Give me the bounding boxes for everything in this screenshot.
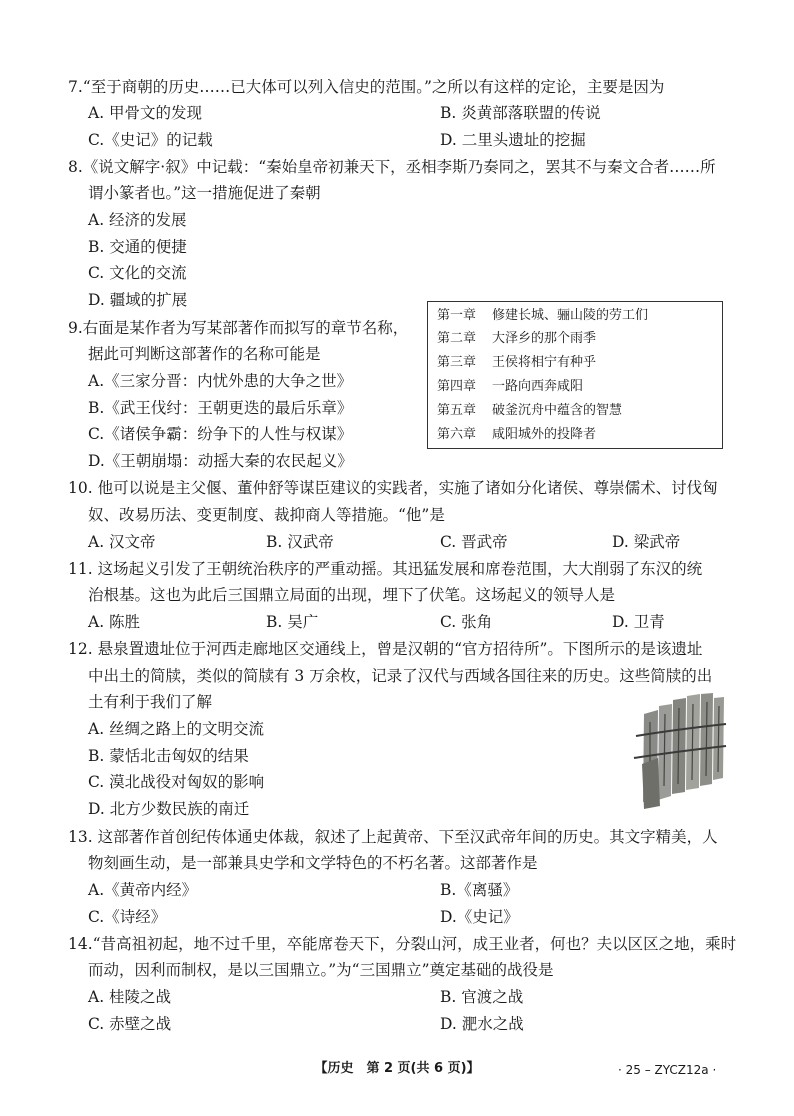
option-c: C. 张角 — [440, 613, 493, 631]
option-b: B. 交通的便捷 — [88, 238, 187, 256]
option-b: B. 官渡之战 — [440, 988, 524, 1006]
option-b: B. 汉武帝 — [266, 533, 334, 551]
option-b: B. 吴广 — [266, 613, 319, 631]
option-c: C.《史记》的记载 — [88, 131, 213, 149]
option-d: D. 疆域的扩展 — [88, 291, 188, 309]
option-a: A. 桂陵之战 — [88, 988, 172, 1006]
page-footer: 【历史 第 2 页(共 6 页)】 — [314, 1061, 480, 1076]
chapter-row — [437, 426, 596, 444]
option-c: C. 赤壁之战 — [88, 1015, 172, 1033]
question-stem-line: 物刻画生动，是一部兼具史学和文学特色的不朽名著。这部著作是 — [88, 854, 538, 872]
option-b: B. 炎黄部落联盟的传说 — [440, 104, 601, 122]
chapter-row — [437, 330, 596, 348]
option-d: D. 淝水之战 — [440, 1015, 524, 1033]
option-c: C. 晋武帝 — [440, 533, 508, 551]
chapter-title: 破釜沉舟中蕴含的智慧 — [492, 403, 623, 418]
chapter-label: 第一章 — [437, 308, 477, 323]
option-a: A.《黄帝内经》 — [88, 881, 198, 899]
chapter-label: 第三章 — [437, 355, 477, 370]
question-stem-line: 据此可判断这部著作的名称可能是 — [88, 345, 321, 363]
option-a: A. 经济的发展 — [88, 211, 187, 229]
option-d: D. 卫青 — [612, 613, 665, 631]
option-a: A. 甲骨文的发现 — [88, 104, 203, 122]
option-c: C.《诗经》 — [88, 908, 167, 926]
option-d: D.《史记》 — [440, 908, 519, 926]
chapter-title: 王侯将相宁有种乎 — [492, 355, 597, 370]
option-c: C. 文化的交流 — [88, 264, 187, 282]
option-a: A. 陈胜 — [88, 613, 141, 631]
question-stem-line: 中出土的简牍，类似的简牍有 3 万余枚，记录了汉代与西域各国往来的历史。这些简牍的出 — [88, 667, 713, 685]
option-d: D.《王朝崩塌：动摇大秦的农民起义》 — [88, 452, 353, 470]
chapter-title: 修建长城、骊山陵的劳工们 — [492, 308, 649, 323]
question-stem-line: 13. 这部著作首创纪传体通史体裁，叙述了上起黄帝、下至汉武帝年间的历史。其文字精美，人 — [68, 828, 718, 846]
chapter-label: 第四章 — [437, 379, 477, 394]
option-c: C.《诸侯争霸：纷争下的人性与权谋》 — [88, 425, 353, 443]
chapter-title: 一路向西奔咸阳 — [492, 379, 584, 394]
option-d: D. 北方少数民族的南迁 — [88, 800, 250, 818]
option-a: A. 丝绸之路上的文明交流 — [88, 720, 265, 738]
question-stem-line: 12. 悬泉置遗址位于河西走廊地区交通线上，曾是汉朝的“官方招待所”。下图所示的是该遗址 — [68, 640, 703, 658]
chapter-list-box — [427, 301, 723, 449]
question-stem-line: 11. 这场起义引发了王朝统治秩序的严重动摇。其迅猛发展和席卷范围，大大削弱了东汉的统 — [68, 560, 703, 578]
chapter-row — [437, 402, 622, 420]
option-a: A. 汉文帝 — [88, 533, 156, 551]
option-d: D. 梁武帝 — [612, 533, 681, 551]
question-stem-line: 9.右面是某作者为写某部著作而拟写的章节名称， — [68, 319, 409, 337]
chapter-label: 第五章 — [437, 403, 477, 418]
option-d: D. 二里头遗址的挖掘 — [440, 131, 586, 149]
option-c: C. 漠北战役对匈奴的影响 — [88, 773, 265, 791]
chapter-label: 第六章 — [437, 427, 477, 442]
chapter-row — [437, 307, 648, 325]
question-stem-line: 8.《说文解字·叙》中记载：“秦始皇帝初兼天下，丞相李斯乃奏同之，罢其不与秦文合者……所 — [68, 158, 716, 176]
option-b: B.《武王伐纣：王朝更迭的最后乐章》 — [88, 399, 353, 417]
chapter-label: 第二章 — [437, 331, 477, 346]
chapter-title: 咸阳城外的投降者 — [492, 427, 597, 442]
question-stem-line: 14.“昔高祖初起，地不过千里，卒能席卷天下，分裂山河，成王业者，何也？夫以区区之地，乘时 — [68, 935, 737, 953]
question-stem-line: 奴、改易历法、变更制度、裁抑商人等措施。“他”是 — [88, 506, 445, 524]
bamboo-slips-photo — [630, 688, 728, 810]
question-stem-line: 治根基。这也为此后三国鼎立局面的出现，埋下了伏笔。这场起义的领导人是 — [88, 586, 616, 604]
question-stem-line: 而动，因利而制权，是以三国鼎立。”为“三国鼎立”奠定基础的战役是 — [88, 961, 554, 979]
question-stem-line: 土有利于我们了解 — [88, 693, 213, 711]
paper-code: · 25 – ZYCZ12a · — [618, 1063, 717, 1077]
question-stem-line: 10. 他可以说是主父偃、董仲舒等谋臣建议的实践者，实施了诸如分化诸侯、尊崇儒术、讨伐匈 — [68, 479, 718, 497]
option-b: B.《离骚》 — [440, 881, 519, 899]
chapter-title: 大泽乡的那个雨季 — [492, 331, 597, 346]
chapter-row — [437, 354, 596, 372]
option-b: B. 蒙恬北击匈奴的结果 — [88, 747, 249, 765]
option-a: A.《三家分晋：内忧外患的大争之世》 — [88, 372, 353, 390]
chapter-row — [437, 378, 583, 396]
question-stem-line: 谓小篆者也。”这一措施促进了秦朝 — [88, 184, 321, 202]
question-stem-line: 7.“至于商朝的历史……已大体可以列入信史的范围。”之所以有这样的定论，主要是因为 — [68, 78, 665, 96]
